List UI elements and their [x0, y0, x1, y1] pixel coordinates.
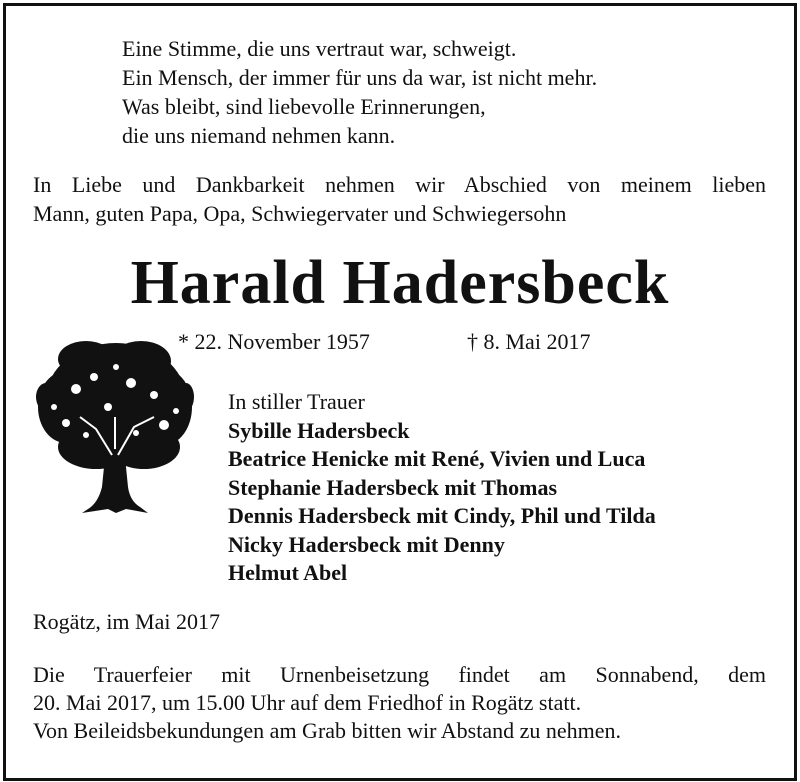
mourner-name: Nicky Hadersbeck mit Denny: [228, 531, 505, 557]
mourners-list: [228, 388, 656, 588]
mourner-name: Helmut Abel: [228, 560, 348, 585]
intro-line: Mann, guten Papa, Opa, Schwiegervater und Schwiegersohn: [33, 201, 567, 226]
service-line: Die Trauerfeier mit Urnenbeisetzung findet am Sonnabend, dem: [33, 662, 766, 687]
mourners-heading: In stiller Trauer: [228, 389, 365, 414]
place-date: Rogätz, im Mai 2017: [33, 609, 220, 634]
intro-line: In Liebe und Dankbarkeit nehmen wir Abschied von meinem lieben: [33, 172, 766, 197]
death-date: † 8. Mai 2017: [467, 329, 591, 354]
poem-line: die uns niemand nehmen kann.: [122, 123, 396, 148]
tree-icon: [36, 337, 194, 517]
deceased-name: Harald Hadersbeck: [130, 249, 670, 317]
mourner-name: Beatrice Henicke mit René, Vivien und Luca: [228, 446, 646, 471]
service-line: 20. Mai 2017, um 15.00 Uhr auf dem Friedhof in Rogätz statt.: [33, 690, 582, 715]
mourner-name: Dennis Hadersbeck mit Cindy, Phil und Tilda: [228, 503, 656, 528]
service-line: Von Beileidsbekundungen am Grab bitten wir Abstand zu nehmen.: [33, 718, 621, 743]
mourner-name: Sybille Hadersbeck: [228, 417, 410, 443]
farewell-intro: [33, 170, 766, 228]
memorial-poem: [122, 34, 597, 150]
birth-date: * 22. November 1957: [178, 329, 370, 354]
funeral-service-info: [33, 661, 766, 745]
poem-line: Was bleibt, sind liebevolle Erinnerungen,: [122, 94, 486, 119]
mourner-name: Stephanie Hadersbeck mit Thomas: [228, 474, 558, 500]
poem-line: Eine Stimme, die uns vertraut war, schweigt.: [122, 36, 517, 61]
poem-line: Ein Mensch, der immer für uns da war, ist nicht mehr.: [122, 65, 598, 90]
